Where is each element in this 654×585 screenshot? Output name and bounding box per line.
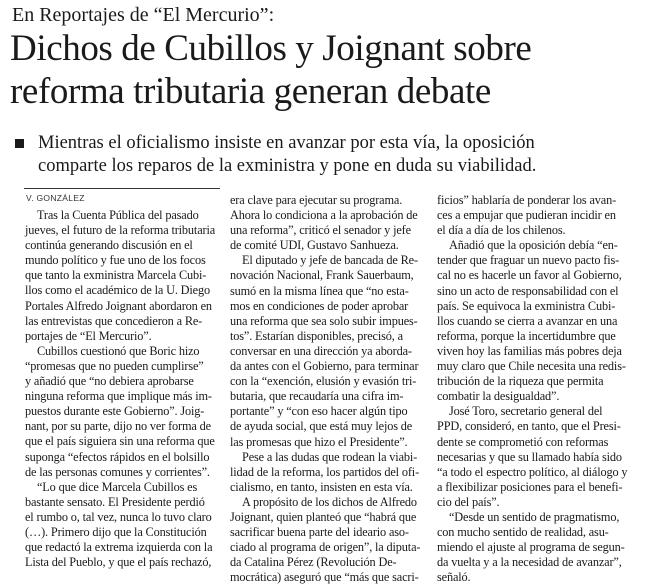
article-text-line: muy claro que Chile necesita una redis- — [437, 359, 626, 374]
article-text-line: llos como el académico de la U. Diego — [25, 283, 210, 298]
article-text-line: sumó en la misma línea que “no esta- — [230, 283, 409, 298]
article-text-line: cal no es hacerle un favor al Gobierno, — [437, 268, 622, 283]
article-text-line: “Desde un sentido de pragmatismo, — [449, 509, 620, 524]
article-text-line: Cubillos cuestionó que Boric hizo — [37, 343, 200, 358]
article-text-line: Ahora lo condiciona a la aprobación de — [230, 208, 418, 223]
byline-rule — [24, 188, 220, 189]
article-text-line: sacrificar buena parte del ideario aso- — [230, 525, 409, 540]
article-text-line: Añadió que la oposición debía “en- — [449, 238, 618, 253]
article-text-line: bastante sensato. El Presidente perdió — [25, 494, 205, 509]
article-text-line: ficios” hablaría de ponderar los avan- — [437, 193, 617, 207]
headline — [10, 27, 650, 113]
article-text-line: “Lo que dice Marcela Cubillos es — [37, 479, 198, 494]
article-text-line: conversar en una dirección ya aborda- — [230, 343, 412, 358]
article-text-line: novación Nacional, Frank Sauerbaum, — [230, 268, 414, 283]
article-text-line: portajes de “El Mercurio”. — [25, 328, 152, 343]
article-text-line: Joignant, quien planteó que “habrá que — [230, 509, 417, 524]
article-text-line: tos”. Estarían disponibles, precisó, a — [230, 328, 403, 343]
article-text-line: que redactó la extrema izquierda con la — [25, 540, 213, 555]
article-text-line: A propósito de los dichos de Alfredo — [242, 494, 417, 509]
article-text-line: puestos durante este Gobierno”. Joig- — [25, 404, 205, 419]
article-text-line: portante” y “con eso hacer algún tipo — [230, 404, 408, 419]
article-text-line: combatir la desigualdad”. — [437, 389, 560, 404]
article-text-line: Portales Alfredo Joignant abordaron en — [25, 298, 212, 313]
article-column-3 — [437, 193, 642, 585]
article-text-line: a flexibilizar posiciones para el benefi- — [437, 479, 623, 494]
headline-line-1: Dichos de Cubillos y Joignant sobre — [10, 28, 532, 69]
article-text-line: y añadió que “no debiera aprobarse — [25, 374, 194, 389]
article-text-line: señaló. — [437, 570, 471, 585]
article-text-line: con mucho sentido de realidad, asu- — [437, 525, 609, 540]
article-text-line: cialismo, en tanto, insisten en esta vía. — [230, 479, 413, 494]
article-text-line: da Catalina Pérez (Revolución De- — [230, 555, 397, 570]
article-text-line: suponga “efectos rápidos en el bolsillo — [25, 449, 210, 464]
article-text-line: las promesas que hizo el Presidente”. — [230, 434, 408, 449]
headline-line-2: reforma tributaria generan debate — [10, 71, 491, 112]
article-text-line: cio del país”. — [437, 494, 500, 509]
article-text-line: da antes con el Gobierno, para terminar — [230, 359, 419, 374]
article-text-line: tribución de la riqueza que permita — [437, 374, 604, 389]
article-text-line: dente se comprometió con reformas — [437, 434, 609, 449]
article-column-2 — [230, 193, 427, 585]
article-text-line: que el país siguiera sin una reforma que — [25, 434, 215, 449]
article-text-line: mundo político y fue uno de los focos — [25, 253, 206, 268]
article-text-line: Tras la Cuenta Pública del pasado — [37, 208, 199, 222]
article-text-line: que tanto la exministra Marcela Cubi- — [25, 268, 207, 283]
article-text-line: de las personas comunes y corrientes”. — [25, 464, 210, 479]
article-text-line: Pese a las dudas que rodean la viabi- — [242, 449, 418, 464]
deck-line-2: comparte los reparos de la exministra y pone en duda su viabilidad. — [38, 156, 537, 176]
article-text-line: necesarias y que su llamado había sido — [437, 449, 622, 464]
article-text-line: mos en condiciones de poder aprobar — [230, 298, 409, 313]
article-text-line: país. Se equivoca la exministra Cubi- — [437, 298, 616, 313]
article-text-line: Lista del Pueblo, y que el país rechazó, — [25, 555, 212, 570]
article-text-line: de comité UDI, Gustavo Sanhueza. — [230, 238, 399, 253]
article-text-line: El diputado y jefe de bancada de Re- — [242, 253, 418, 268]
article-text-line: butaria, que recaudaría una cifra im- — [230, 389, 404, 404]
article-text-line: una reforma que sea solo subir impues- — [230, 313, 418, 328]
article-text-line: sino un acto de responsabilidad con el — [437, 283, 619, 298]
article-text-line: lidad de la reforma, los partidos del ofi- — [230, 464, 420, 479]
article-text-line: reforma, porque la incertidumbre que — [437, 328, 616, 343]
article-text-line: ces a empujar que pudieran incidir en — [437, 208, 616, 223]
article-text-line: continúa generando discusión en el — [25, 238, 193, 253]
article-text-line: el rumbo o, tal vez, nunca lo tuvo claro — [25, 509, 212, 524]
byline: V. GONZÁLEZ — [26, 193, 85, 203]
article-text-line: PPD, consideró, en tanto, que el Presi- — [437, 419, 621, 434]
article-text-line: llos cuando se cierra a avanzar en una — [437, 313, 618, 328]
article-text-line: “a todo el espectro político, al diálogo y — [437, 464, 628, 479]
deck-subheadline — [38, 132, 638, 178]
article-text-line: miendo el ajuste al programa de segun- — [437, 540, 625, 555]
article-column-1 — [25, 208, 221, 570]
section-kicker: En Reportajes de “El Mercurio”: — [12, 4, 275, 26]
article-text-line: una reforma”, criticó el senador y jefe — [230, 223, 411, 238]
article-text-line: con la “exención, elusión y evasión tri- — [230, 374, 417, 389]
deck-line-1: Mientras el oficialismo insiste en avanzar por esta vía, la oposición — [38, 133, 535, 153]
article-text-line: viven hoy las familias más pobres deja — [437, 343, 622, 358]
article-text-line: (…). Primero dijo que la Constitución — [25, 524, 207, 539]
article-text-line: tender que fraguar un nuevo pacto fis- — [437, 253, 620, 268]
article-text-line: era clave para ejecutar su programa. — [230, 193, 403, 207]
article-text-line: las entrevistas que concedieron a Re- — [25, 313, 203, 328]
deck-bullet-icon — [15, 139, 24, 148]
article-text-line: ninguna reforma que implique más im- — [25, 389, 212, 404]
article-text-line: mocrática) aseguró que “más que sacri- — [230, 570, 419, 585]
article-text-line: “promesas que no pueden cumplirse” — [25, 358, 204, 373]
article-text-line: de ayuda social, que está muy lejos de — [230, 419, 413, 434]
article-text-line: ciado al programa de origen”, la diputa- — [230, 540, 421, 555]
article-text-line: José Toro, secretario general del — [449, 404, 603, 419]
article-text-line: da vuelta y a la necesidad de avanzar”, — [437, 555, 622, 570]
article-text-line: el día a día de los chilenos. — [437, 223, 566, 238]
article-text-line: jueves, el futuro de la reforma tributaria — [25, 223, 216, 238]
article-text-line: nant, por su parte, dijo no ver forma de — [25, 419, 211, 434]
